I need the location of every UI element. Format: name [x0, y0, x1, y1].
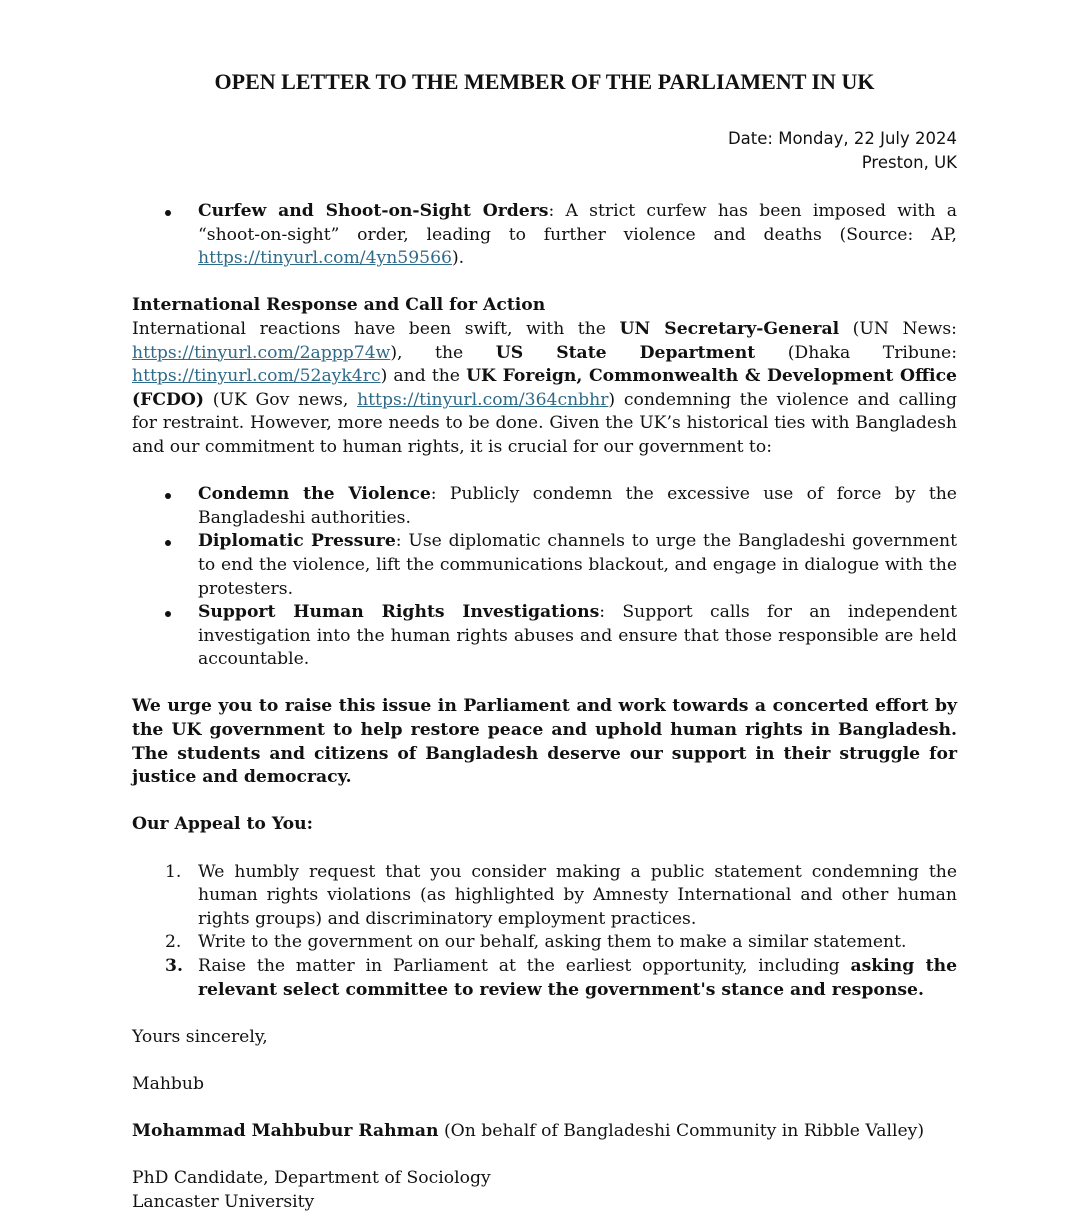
intl-paragraph: International reactions have been swift, with the UN Secretary-General (UN News: https://tinyurl.com/2appp74w), the US State Department (Dhaka Tribune: https://tinyurl.com/52ayk4rc) and the UK Foreign, Commonwealth & Development Office (FCDO) (UK Gov news, https://tinyurl.com/364cnbhr) condemning the violence and calling for restraint. However, more needs to be done. Given the UK’s historical ties with Bangladesh and our commitment to human rights, it is crucial for our government to: — [132, 318, 958, 457]
list-item: 2. Write to the government on our behalf, asking them to make a similar statement. — [165, 932, 907, 953]
bullet-icon — [165, 493, 171, 499]
appeal-heading: Our Appeal to You: — [132, 814, 313, 835]
list-item: 1. We humbly request that you consider making a public statement condemning the human rights violations (as highlighted by Amnesty International and other human rights groups) and discriminatory employment practices. — [165, 861, 957, 929]
date-block — [728, 127, 957, 175]
list-item: Support Human Rights Investigations: Support calls for an independent investigation into the human rights abuses and ensure that those responsible are held accountable. — [132, 601, 957, 672]
place-line: Preston, UK — [861, 153, 957, 172]
bullet-icon — [165, 540, 171, 546]
bullet-icon — [165, 611, 171, 617]
signer-line: Mohammad Mahbubur Rahman (On behalf of Bangladeshi Community in Ribble Valley) — [132, 1121, 925, 1142]
dhaka-tribune-link[interactable]: https://tinyurl.com/52ayk4rc — [132, 366, 381, 387]
list-item: Curfew and Shoot-on-Sight Orders: A strict curfew has been imposed with a “shoot-on-sight” order, leading to further violence and deaths (Source: AP, https://tinyurl.com/4yn59566). — [132, 200, 957, 271]
letter-body — [132, 200, 957, 1215]
signature: Mahbub — [132, 1073, 204, 1094]
list-item: Diplomatic Pressure: Use diplomatic channels to urge the Bangladeshi government to end the violence, lift the communications blackout, and engage in dialogue with the protesters. — [132, 530, 957, 601]
bullet-icon — [165, 210, 171, 216]
closing: Yours sincerely, — [132, 1026, 268, 1047]
curfew-list — [132, 200, 957, 271]
date-line: Date: Monday, 22 July 2024 — [727, 129, 957, 148]
letter-title: OPEN LETTER TO THE MEMBER OF THE PARLIAMENT IN UK — [214, 69, 875, 94]
intl-heading: International Response and Call for Action — [132, 295, 546, 316]
appeal-list — [132, 861, 957, 1003]
signer-org: Lancaster University — [132, 1191, 315, 1212]
un-news-link[interactable]: https://tinyurl.com/2appp74w — [132, 342, 391, 363]
curfew-heading: Curfew and Shoot-on-Sight Orders — [198, 201, 549, 221]
list-item: Condemn the Violence: Publicly condemn the excessive use of force by the Bangladeshi authorities. — [132, 483, 957, 530]
actions-list — [132, 483, 957, 672]
curfew-source-link[interactable]: https://tinyurl.com/4yn59566 — [198, 248, 452, 269]
urge-paragraph: We urge you to raise this issue in Parliament and work towards a concerted effort by the UK government to help restore peace and uphold human rights in Bangladesh. The students and citizens of Bangladesh deserve our support in their struggle for justice and democracy. — [132, 696, 957, 788]
list-item: 3. Raise the matter in Parliament at the earliest opportunity, including asking the relevant select committee to review the government's stance and response. — [165, 956, 957, 1000]
signer-title: PhD Candidate, Department of Sociology — [132, 1168, 491, 1189]
uk-gov-link[interactable]: https://tinyurl.com/364cnbhr — [357, 389, 609, 410]
